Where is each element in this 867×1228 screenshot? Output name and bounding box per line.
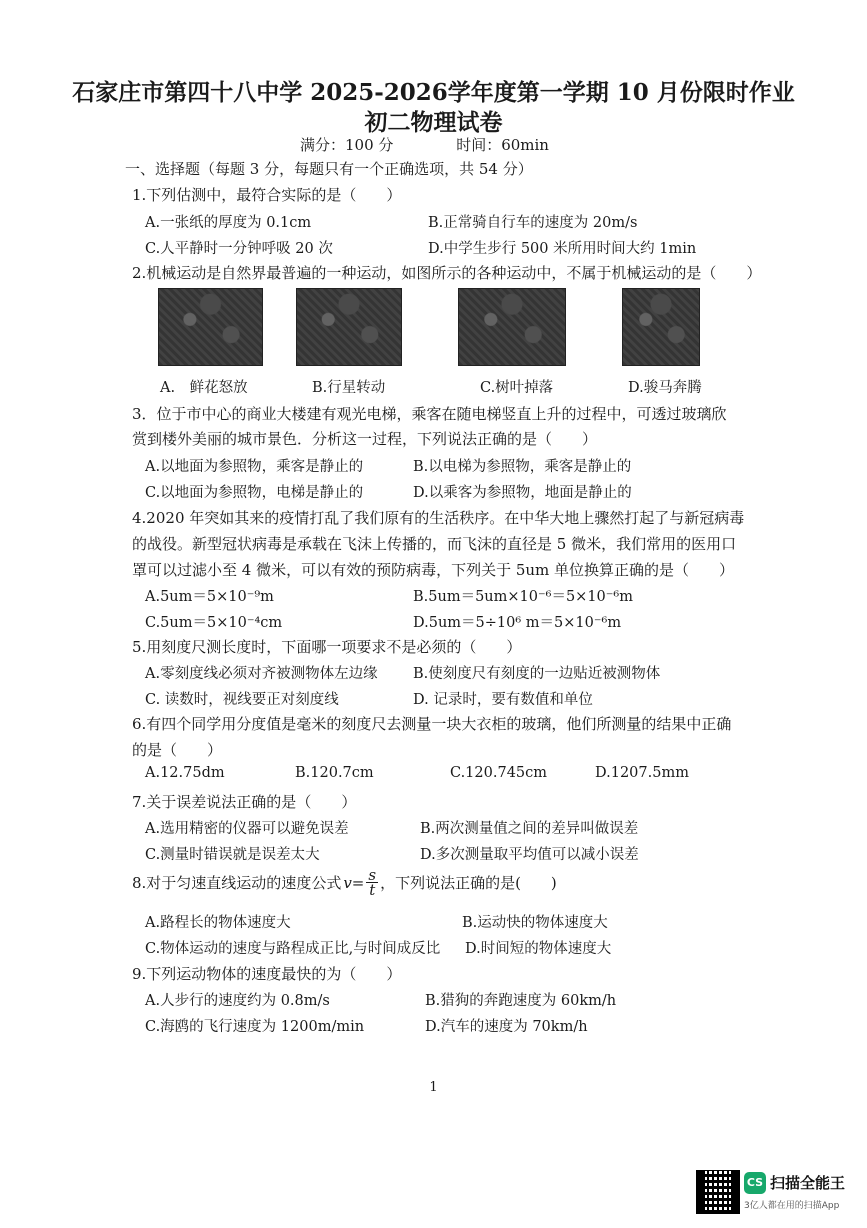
question-8-option-d: D.时间短的物体速度大 — [465, 941, 612, 957]
formula-numerator: s — [368, 866, 377, 884]
question-6-stem-line2: 的是（ ） — [132, 741, 223, 759]
question-4-option-c: C.5um＝5×10⁻⁴cm — [145, 615, 283, 631]
question-8-option-b: B.运动快的物体速度大 — [462, 915, 608, 931]
question-9-option-c: C.海鸥的飞行速度为 1200m/min — [145, 1019, 365, 1035]
exam-title: 石家庄市第四十八中学 2025-2026学年度第一学期 10 月份限时作业 — [72, 79, 795, 106]
page-number: 1 — [429, 1080, 438, 1095]
question-7-stem: 7.关于误差说法正确的是（ ） — [132, 793, 357, 811]
question-4-option-b: B.5um＝5um×10⁻⁶＝5×10⁻⁶m — [413, 589, 633, 605]
question-6-stem-line1: 6.有四个同学用分度值是毫米的刻度尺去测量一块大衣柜的玻璃，他们所测量的结果中正确 — [132, 715, 732, 733]
question-1-stem: 1.下列估测中，最符合实际的是（ ） — [132, 186, 402, 204]
time-limit: 时间：60min — [456, 136, 549, 154]
question-9-stem: 9.下列运动物体的速度最快的为（ ） — [132, 965, 402, 983]
question-2-stem: 2.机械运动是自然界最普遍的一种运动，如图所示的各种运动中，不属于机械运动的是（ ） — [132, 264, 762, 282]
question-6-option-c: C.120.745cm — [450, 765, 548, 781]
question-7-option-d: D.多次测量取平均值可以减小误差 — [420, 847, 639, 863]
question-2-option-a: A. 鲜花怒放 — [160, 380, 248, 396]
velocity-symbol: v= — [343, 873, 365, 892]
question-5-option-d: D. 记录时，要有数值和单位 — [413, 692, 593, 708]
horse-photo — [622, 288, 700, 366]
brand-name: 扫描全能王 — [770, 1174, 846, 1192]
question-3-stem-line1: 3．位于市中心的商业大楼建有观光电梯，乘客在随电梯竖直上升的过程中，可透过玻璃欣 — [132, 405, 727, 423]
question-1-option-a: A.一张纸的厚度为 0.1cm — [145, 215, 312, 231]
question-7-option-b: B.两次测量值之间的差异叫做误差 — [420, 821, 639, 837]
question-1-option-d: D.中学生步行 500 米所用时间大约 1min — [428, 241, 697, 257]
formula-denominator: t — [369, 881, 376, 899]
brand-tagline: 3亿人都在用的扫描App — [744, 1201, 840, 1211]
question-3-option-c: C.以地面为参照物，电梯是静止的 — [145, 485, 364, 501]
question-2-option-c: C.树叶掉落 — [480, 380, 554, 396]
question-5-option-b: B.使刻度尺有刻度的一边贴近被测物体 — [413, 666, 661, 682]
speed-formula-fraction — [366, 868, 378, 897]
question-8-stem-text: 8.对于匀速直线运动的速度公式 — [132, 874, 342, 892]
question-4-stem-line1: 4.2020 年突如其来的疫情打乱了我们原有的生活秩序。在中华大地上骤然打起了与新冠病毒 — [132, 509, 745, 527]
question-7-option-c: C.测量时错误就是误差太大 — [145, 847, 320, 863]
question-6-option-d: D.1207.5mm — [595, 765, 689, 781]
planet-photo — [296, 288, 402, 366]
flower-photo — [158, 288, 263, 366]
question-1-option-c: C.人平静时一分钟呼吸 20 次 — [145, 241, 333, 257]
question-3-option-d: D.以乘客为参照物，地面是静止的 — [413, 485, 632, 501]
question-4-stem-line3: 罩可以过滤小至 4 微米，可以有效的预防病毒，下列关于 5um 单位换算正确的是（ ） — [132, 561, 735, 579]
question-4-option-a: A.5um＝5×10⁻⁹m — [145, 589, 274, 605]
scanner-watermark — [696, 1168, 856, 1220]
qr-code-icon — [696, 1170, 740, 1214]
question-3-option-a: A.以地面为参照物，乘客是静止的 — [145, 459, 364, 475]
question-8-stem — [132, 868, 557, 897]
question-5-option-a: A.零刻度线必须对齐被测物体左边缘 — [145, 666, 378, 682]
question-9-option-b: B.猎狗的奔跑速度为 60km/h — [425, 993, 617, 1009]
question-8-stem-tail: ，下列说法正确的是( ) — [380, 874, 557, 892]
exam-meta — [300, 134, 549, 155]
question-5-option-c: C. 读数时，视线要正对刻度线 — [145, 692, 339, 708]
question-2-option-b: B.行星转动 — [312, 380, 386, 396]
question-8-option-a: A.路程长的物体速度大 — [145, 915, 291, 931]
question-5-stem: 5.用刻度尺测长度时，下面哪一项要求不是必须的（ ） — [132, 638, 522, 656]
exam-subtitle: 初二物理试卷 — [364, 109, 503, 136]
question-1-option-b: B.正常骑自行车的速度为 20m/s — [428, 215, 638, 231]
full-score: 满分：100 分 — [300, 136, 394, 154]
question-9-option-d: D.汽车的速度为 70km/h — [425, 1019, 588, 1035]
leaves-photo — [458, 288, 566, 366]
question-8-option-c: C.物体运动的速度与路程成正比,与时间成反比 — [145, 941, 441, 957]
question-6-option-a: A.12.75dm — [145, 765, 225, 781]
question-2-option-d: D.骏马奔腾 — [628, 380, 702, 396]
question-6-option-b: B.120.7cm — [295, 765, 374, 781]
question-4-option-d: D.5um＝5÷10⁶ m＝5×10⁻⁶m — [413, 615, 622, 631]
question-9-option-a: A.人步行的速度约为 0.8m/s — [145, 993, 330, 1009]
question-7-option-a: A.选用精密的仪器可以避免误差 — [145, 821, 349, 837]
question-3-option-b: B.以电梯为参照物，乘客是静止的 — [413, 459, 632, 475]
section-heading: 一、选择题（每题 3 分，每题只有一个正确选项，共 54 分） — [125, 160, 533, 178]
question-4-stem-line2: 的战役。新型冠状病毒是承载在飞沫上传播的，而飞沫的直径是 5 微米，我们常用的医用口 — [132, 535, 737, 553]
camscanner-logo-icon: CS — [744, 1172, 766, 1194]
question-3-stem-line2: 赏到楼外美丽的城市景色．分析这一过程，下列说法正确的是（ ） — [132, 430, 598, 448]
